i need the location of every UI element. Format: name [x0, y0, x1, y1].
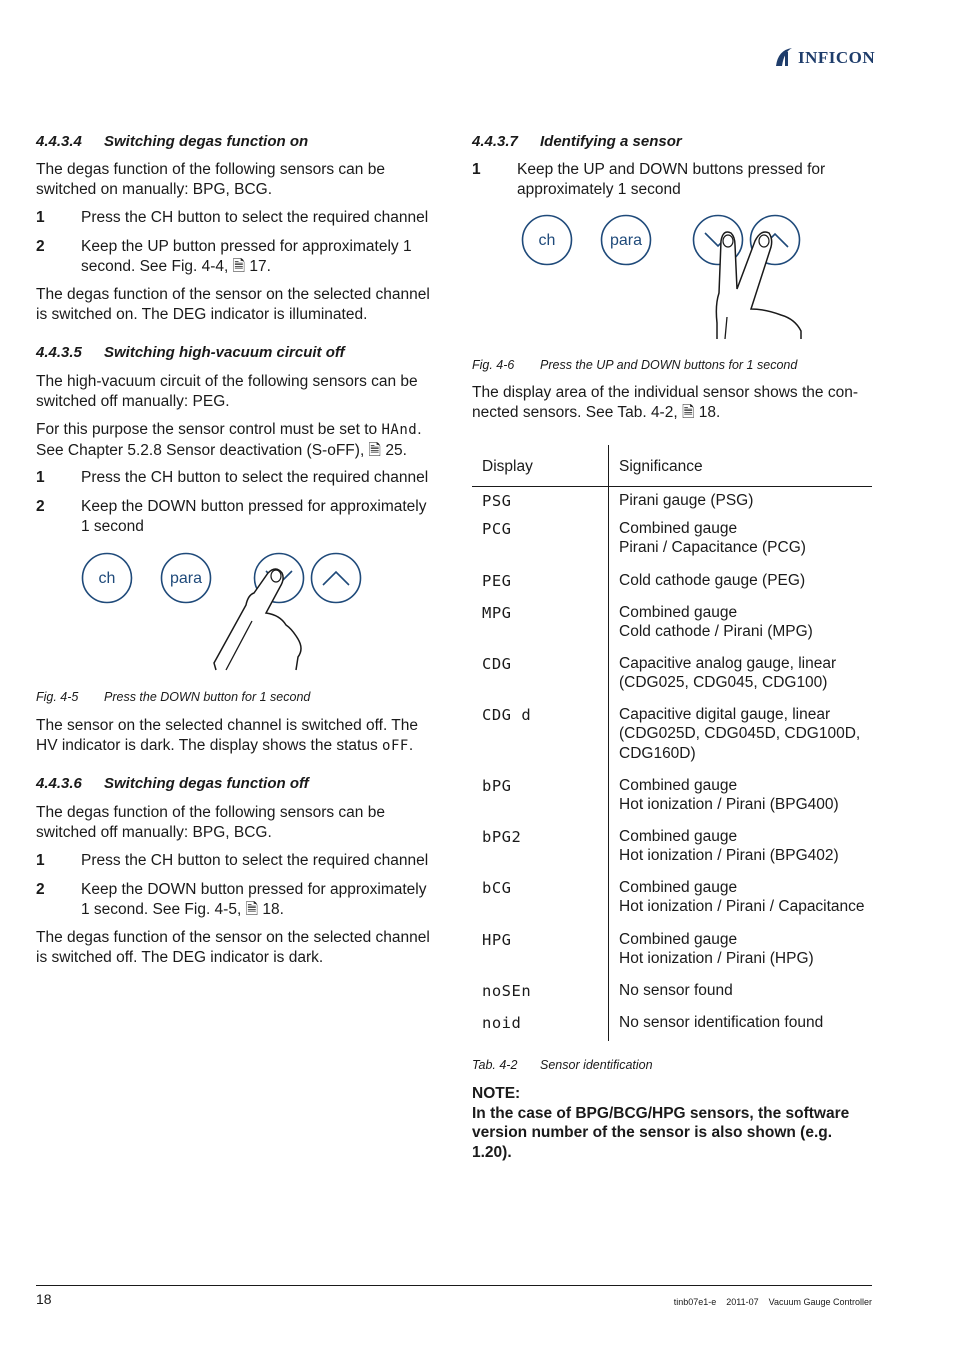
- list-item: 2 Keep the DOWN button pressed for approximately 1 second: [36, 498, 427, 535]
- table-row: [472, 776, 872, 827]
- table-row: [472, 930, 872, 981]
- paragraph: The high-vacuum circuit of the following sensors can be switched off manually: PEG.: [36, 373, 418, 410]
- logo-text: INFICON: [798, 48, 876, 67]
- figure-caption: Fig. 4-6 Press the UP and DOWN buttons for 1 second: [472, 358, 798, 372]
- list-item: 1 Press the CH button to select the required channel: [36, 469, 429, 486]
- display-code: PSG: [472, 487, 609, 519]
- table-row: [472, 519, 872, 571]
- display-code: MPG: [472, 603, 609, 654]
- inficon-logo-icon: [772, 44, 798, 70]
- footer-doc-info: tinb07e1-e 2011-07 Vacuum Gauge Controller: [673, 1297, 872, 1307]
- list-item: 2 Keep the DOWN button pressed for approximately 1 second. See Fig. 4-5, 🗎 18.: [36, 881, 427, 918]
- paragraph: The degas function of the following sensors can be switched off manually: BPG, BCG.: [36, 804, 385, 841]
- display-code: HPG: [472, 930, 609, 981]
- figure-4-5-illustration: [70, 545, 380, 680]
- display-code: bPG2: [472, 827, 609, 878]
- paragraph: The degas function of the following sensors can be switched on manually: BPG, BCG.: [36, 161, 385, 198]
- table-row: [472, 487, 872, 519]
- paragraph: The degas function of the sensor on the selected channel is switched on. The DEG indicator is illuminated.: [36, 286, 430, 323]
- table-row: [472, 878, 872, 930]
- table-caption: Tab. 4-2 Sensor identification: [472, 1058, 653, 1072]
- significance-cell: No sensor found: [619, 981, 733, 999]
- significance-cell: Capacitive analog gauge, linear (CDG025, CDG045, CDG100): [619, 654, 837, 691]
- significance-cell: Cold cathode gauge (PEG): [619, 571, 806, 589]
- table-row: [472, 654, 872, 705]
- note-label: NOTE:: [472, 1085, 521, 1102]
- table-row: [472, 571, 872, 603]
- significance-cell: Combined gauge Pirani / Capacitance (PCG): [619, 519, 806, 556]
- display-code: noid: [472, 1013, 609, 1041]
- display-code: CDG: [472, 654, 609, 705]
- list-item: 2 Keep the UP button pressed for approximately 1 second. See Fig. 4-4, 🗎 17.: [36, 238, 412, 275]
- table-row: [472, 705, 872, 776]
- paragraph: For this purpose the sensor control must be set to HAnd. See Chapter 5.2.8 Sensor deactivation (S-oFF), 🗎 25.: [36, 421, 422, 459]
- section-heading-4-4-3-4: 4.4.3.4 Switching degas function on: [36, 133, 309, 150]
- two-fingers-hand-icon: [716, 232, 801, 339]
- list-item: 1 Press the CH button to select the required channel: [36, 852, 429, 869]
- paragraph: The sensor on the selected channel is switched off. The HV indicator is dark. The display shows the status oFF.: [36, 717, 418, 754]
- significance-cell: Combined gauge Cold cathode / Pirani (MPG): [619, 603, 813, 640]
- display-code: PCG: [472, 519, 609, 571]
- section-heading-4-4-3-6: 4.4.3.6 Switching degas function off: [36, 775, 309, 792]
- ch-label: ch: [538, 232, 556, 249]
- significance-cell: Combined gauge Hot ionization / Pirani / Capacitance: [619, 878, 865, 915]
- sensor-identification-table: [472, 445, 872, 1041]
- para-label: para: [169, 570, 203, 587]
- display-code: bPG: [472, 776, 609, 827]
- display-code: bCG: [472, 878, 609, 930]
- significance-cell: Pirani gauge (PSG): [619, 492, 754, 509]
- up-button-icon: [312, 554, 361, 603]
- paragraph: The display area of the individual sensor shows the con- nected sensors. See Tab. 4-2, 🗎 18.: [472, 384, 858, 421]
- list-item: 1 Keep the UP and DOWN buttons pressed for approximately 1 second: [472, 161, 826, 198]
- significance-cell: Combined gauge Hot ionization / Pirani (BPG400): [619, 776, 839, 813]
- display-code: noSEn: [472, 981, 609, 1013]
- figure-4-6-illustration: [505, 205, 815, 345]
- table-row: [472, 603, 872, 654]
- table-header-row: [472, 445, 872, 487]
- display-code: CDG d: [472, 705, 609, 776]
- inficon-logo: [772, 44, 876, 70]
- significance-cell: Combined gauge Hot ionization / Pirani (BPG402): [619, 827, 839, 864]
- column-header-significance: Significance: [609, 445, 873, 487]
- section-heading-4-4-3-5: 4.4.3.5 Switching high-vacuum circuit off: [36, 344, 345, 361]
- significance-cell: Capacitive digital gauge, linear (CDG025D, CDG045D, CDG100D, CDG160D): [619, 705, 861, 762]
- ch-label: ch: [98, 570, 116, 587]
- significance-cell: Combined gauge Hot ionization / Pirani (HPG): [619, 930, 814, 967]
- footer-rule: [36, 1285, 872, 1286]
- paragraph: The degas function of the sensor on the selected channel is switched off. The DEG indicator is dark.: [36, 929, 430, 966]
- significance-cell: No sensor identification found: [619, 1013, 824, 1031]
- finger-hand-icon: [214, 569, 301, 670]
- table-row: [472, 1013, 872, 1041]
- figure-caption: Fig. 4-5 Press the DOWN button for 1 second: [36, 690, 311, 704]
- page-number: 18: [36, 1291, 52, 1307]
- note-block: NOTE: In the case of BPG/BCG/HPG sensors, the software version number of the sensor is also shown (e.g. 1.20).: [472, 1084, 882, 1162]
- table-row: [472, 827, 872, 878]
- column-header-display: Display: [472, 445, 609, 487]
- table-row: [472, 981, 872, 1013]
- para-label: para: [609, 232, 643, 249]
- list-item: 1 Press the CH button to select the required channel: [36, 209, 429, 226]
- section-heading-4-4-3-7: 4.4.3.7 Identifying a sensor: [472, 133, 682, 150]
- display-code: PEG: [472, 571, 609, 603]
